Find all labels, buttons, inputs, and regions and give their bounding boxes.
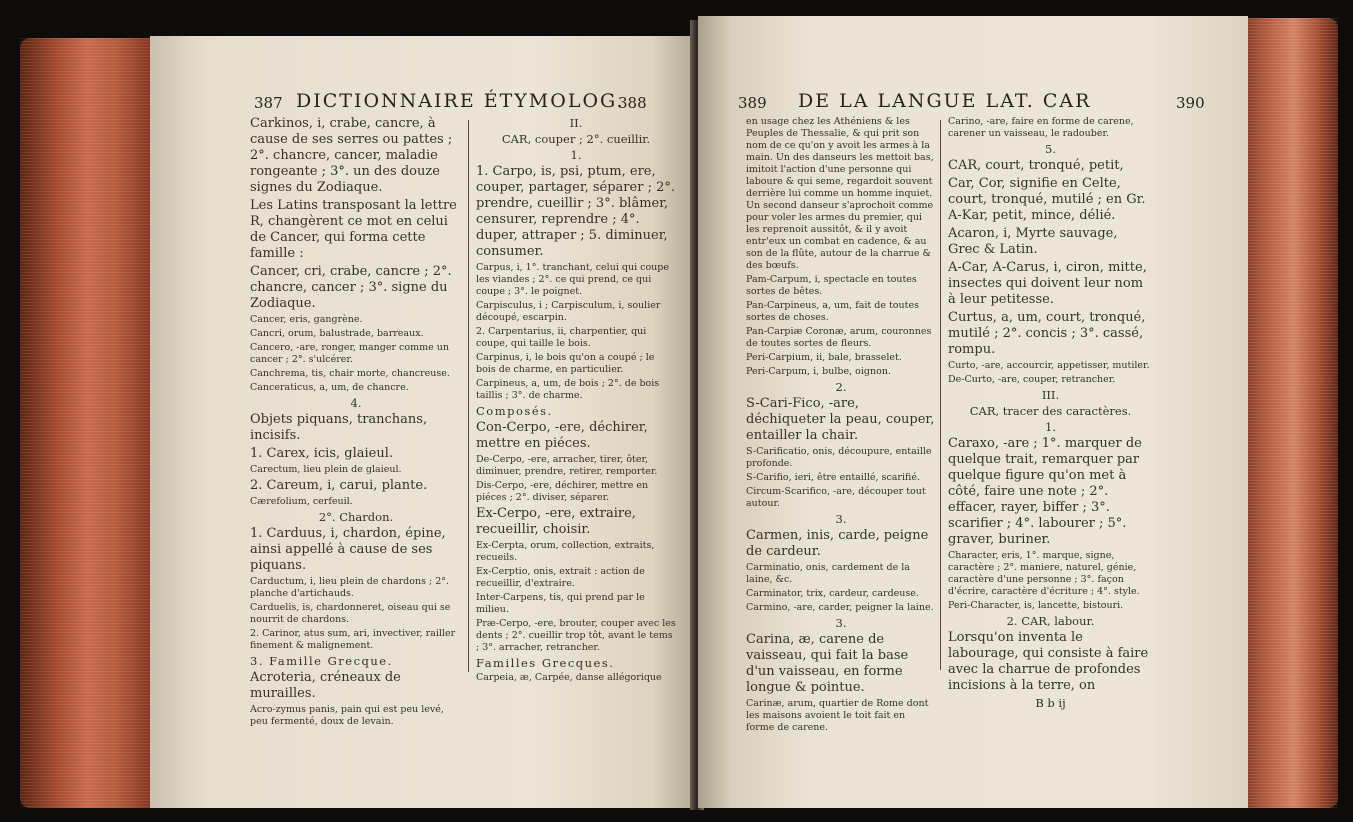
running-head-right: DE LA LANGUE LAT. CAR	[798, 90, 1092, 112]
entry-paragraph: 3.	[835, 512, 847, 526]
entry-paragraph: 3.	[835, 616, 847, 630]
entry-paragraph: Carpus, i, 1°. tranchant, celui qui coupe les viandes ; 2°. ce qui prend, ce qui coupe ; 3°. le poignet.	[476, 262, 669, 297]
entry-paragraph: S-Carificatio, onis, découpure, entaille profonde.	[746, 446, 932, 469]
entry-paragraph: De-Curto, -are, couper, retrancher.	[948, 374, 1116, 385]
entry-paragraph: Carminator, trix, cardeur, cardeuse.	[746, 588, 919, 599]
page-number-388: 388	[618, 94, 647, 112]
column-rule	[468, 120, 469, 672]
entry-paragraph: Pan-Carpineus, a, um, fait de toutes sortes de choses.	[746, 300, 919, 323]
entry-paragraph: 2°. Chardon.	[318, 510, 394, 524]
entry-paragraph: 1.	[1045, 420, 1056, 434]
right-page	[698, 16, 1248, 808]
entry-paragraph: Ex-Cerptio, onis, extrait : action de recueillir, d'extraire.	[476, 566, 645, 589]
entry-paragraph: 2.	[835, 380, 847, 394]
entry-paragraph: S-Carifio, ieri, être entaillé, scarifié.	[746, 472, 920, 483]
entry-paragraph: 1. Carduus, i, chardon, épine, ainsi appellé à cause de ses piquans.	[250, 526, 446, 573]
page-number-389: 389	[738, 94, 767, 112]
entry-paragraph: Carpinus, i, le bois qu'on a coupé ; le bois de charme, en particulier.	[476, 352, 655, 375]
entry-paragraph: Curtus, a, um, court, tronqué, mutilé ; 2°. concis ; 3°. cassé, rompu.	[948, 310, 1146, 357]
left-page-column-1	[250, 116, 462, 730]
entry-paragraph: Curto, -are, accourcir, appetisser, mutiler.	[948, 360, 1150, 371]
entry-paragraph: 2. Carinor, atus sum, ari, invectiver, railler finement & malignement.	[250, 628, 456, 651]
left-page	[150, 36, 695, 808]
entry-paragraph: Cancero, -are, ronger, manger comme un cancer ; 2°. s'ulcérer.	[250, 342, 449, 365]
entry-paragraph: Peri-Character, is, lancette, bistouri.	[948, 600, 1124, 611]
entry-paragraph: Ex-Cerpta, orum, collection, extraits, recueils.	[476, 540, 655, 563]
entry-paragraph: Præ-Cerpo, -ere, brouter, couper avec les dents ; 2°. cueillir trop tôt, avant le tems ; 3°. arracher, retrancher.	[476, 618, 676, 653]
entry-paragraph: 2. CAR, labour.	[1006, 614, 1095, 628]
entry-paragraph: Caraxo, -are ; 1°. marquer de quelque trait, remarquer par quelque figure qu'on met à côté, faire une note ; 2°. effacer, rayer, biffer ; 3°. scarifier ; 4°. labourer ; 5°. graver, buriner.	[948, 436, 1142, 547]
entry-paragraph: Carpeia, æ, Carpée, danse allégorique	[476, 672, 662, 683]
entry-paragraph: Acaron, i, Myrte sauvage, Grec & Latin.	[948, 226, 1118, 257]
entry-paragraph: Acroteria, créneaux de murailles.	[250, 670, 401, 701]
entry-paragraph: Acro-zymus panis, pain qui est peu levé, peu fermenté, doux de levain.	[250, 704, 444, 727]
right-page-column-1	[746, 116, 936, 736]
left-page-column-2	[476, 116, 676, 686]
entry-paragraph: Cærefolium, cerfeuil.	[250, 496, 353, 507]
entry-paragraph: Carmino, -are, carder, peigner la laine.	[746, 602, 934, 613]
entry-paragraph: Carpineus, a, um, de bois ; 2°. de bois taillis ; 3°. de charme.	[476, 378, 660, 401]
entry-paragraph: 1.	[570, 148, 582, 162]
entry-paragraph: Circum-Scarifico, -are, découper tout autour.	[746, 486, 926, 509]
entry-paragraph: 3. Famille Grecque.	[250, 654, 393, 668]
entry-paragraph: Peri-Carpum, i, bulbe, oignon.	[746, 366, 891, 377]
entry-paragraph: Carino, -are, faire en forme de carene, carener un vaisseau, le radouber.	[948, 116, 1134, 139]
entry-paragraph: CAR, tracer des caractères.	[969, 404, 1132, 418]
entry-paragraph: Ex-Cerpo, -ere, extraire, recueillir, choisir.	[476, 506, 636, 537]
entry-paragraph: 1. Carpo, is, psi, ptum, ere, couper, partager, séparer ; 2°. prendre, cueillir ; 3°. blâmer, censurer, reprendre ; 4°. duper, attraper ; 5. diminuer, consumer.	[476, 164, 675, 259]
entry-paragraph: S-Cari-Fico, -are, déchiqueter la peau, couper, entailler la chair.	[746, 396, 935, 443]
entry-paragraph: Character, eris, 1°. marque, signe, caractère ; 2°. maniere, naturel, génie, caractère d'une personne ; 3°. façon d'écrire, caractère d'écriture ; 4°. style.	[948, 550, 1140, 597]
entry-paragraph: Cancer, eris, gangrène.	[250, 314, 363, 325]
column-rule	[940, 120, 941, 670]
entry-paragraph: Cancer, cri, crabe, cancre ; 2°. chancre, cancer ; 3°. signe du Zodiaque.	[250, 264, 452, 311]
entry-paragraph: Peri-Carpium, ii, bale, brasselet.	[746, 352, 902, 363]
entry-paragraph: B b ij	[1035, 696, 1066, 710]
entry-paragraph: en usage chez les Athéniens & les Peuples de Thessalie, & qui prit son nom de ce qu'on y avoit les armes à la main. Un des danseurs les mettoit bas, imitoit l'action d'une personne qui laboure & qui seme, regardoit souvent derrière lui comme un homme inquiet. Un second danseur s'aprochoit comme pour voler les armes du premier, qui les reprenoit aussitôt, & il y avoit entr'eux un combat en cadence, & au son de la flûte, autour de la charrue & des bœufs.	[746, 116, 934, 271]
right-page-column-2	[948, 116, 1153, 712]
entry-paragraph: Carinæ, arum, quartier de Rome dont les maisons avoient le toit fait en forme de carene.	[746, 698, 929, 733]
entry-paragraph: Car, Cor, signifie en Celte, court, tronqué, mutilé ; en Gr. A-Kar, petit, mince, délié.	[948, 176, 1146, 223]
entry-paragraph: A-Car, A-Carus, i, ciron, mitte, insectes qui doivent leur nom à leur petitesse.	[948, 260, 1147, 307]
entry-paragraph: Les Latins transposant la lettre R, changèrent ce mot en celui de Cancer, qui forma cette famille :	[250, 198, 457, 261]
entry-paragraph: Carkinos, i, crabe, cancre, à cause de ses serres ou pattes ; 2°. chancre, cancer, maladie rongeante ; 3°. un des douze signes du Zodiaque.	[250, 116, 453, 195]
entry-paragraph: Pam-Carpum, i, spectacle en toutes sortes de bêtes.	[746, 274, 917, 297]
entry-paragraph: Carminatio, onis, cardement de la laine, &c.	[746, 562, 910, 585]
entry-paragraph: II.	[569, 116, 583, 130]
entry-paragraph: Carmen, inis, carde, peigne de cardeur.	[746, 528, 929, 559]
entry-paragraph: 2. Carpentarius, ii, charpentier, qui coupe, qui taille le bois.	[476, 326, 647, 349]
entry-paragraph: III.	[1041, 388, 1060, 402]
entry-paragraph: 2. Careum, i, carui, plante.	[250, 478, 428, 493]
entry-paragraph: 5.	[1045, 142, 1056, 156]
entry-paragraph: Objets piquans, tranchans, incisifs.	[250, 412, 428, 443]
entry-paragraph: 4.	[350, 396, 362, 410]
entry-paragraph: Carina, æ, carene de vaisseau, qui fait la base d'un vaisseau, en forme longue & pointue.	[746, 632, 909, 695]
entry-paragraph: CAR, couper ; 2°. cueillir.	[501, 132, 651, 146]
entry-paragraph: 1. Carex, icis, glaieul.	[250, 446, 394, 461]
page-number-387: 387	[254, 94, 283, 112]
entry-paragraph: Carectum, lieu plein de glaieul.	[250, 464, 402, 475]
entry-paragraph: CAR, court, tronqué, petit,	[948, 158, 1124, 173]
entry-paragraph: Dis-Cerpo, -ere, déchirer, mettre en piéces ; 2°. diviser, séparer.	[476, 480, 649, 503]
entry-paragraph: Cancri, orum, balustrade, barreaux.	[250, 328, 424, 339]
entry-paragraph: Carpisculus, i ; Carpisculum, i, soulier découpé, escarpin.	[476, 300, 661, 323]
book-fore-edge-left	[20, 38, 168, 808]
entry-paragraph: Carductum, i, lieu plein de chardons ; 2°. planche d'artichauds.	[250, 576, 450, 599]
page-number-390: 390	[1176, 94, 1205, 112]
entry-paragraph: Composés.	[476, 404, 553, 418]
entry-paragraph: Inter-Carpens, tis, qui prend par le milieu.	[476, 592, 645, 615]
book-fore-edge-right	[1240, 18, 1338, 808]
entry-paragraph: Canchrema, tis, chair morte, chancreuse.	[250, 368, 450, 379]
entry-paragraph: Canceraticus, a, um, de chancre.	[250, 382, 409, 393]
entry-paragraph: De-Cerpo, -ere, arracher, tirer, ôter, diminuer, prendre, retirer, remporter.	[476, 454, 658, 477]
entry-paragraph: Pan-Carpiæ Coronæ, arum, couronnes de toutes sortes de fleurs.	[746, 326, 932, 349]
entry-paragraph: Con-Cerpo, -ere, déchirer, mettre en piéces.	[476, 420, 648, 451]
entry-paragraph: Familles Grecques.	[476, 656, 615, 670]
running-head-left: DICTIONNAIRE ÉTYMOLOG.	[296, 90, 625, 112]
entry-paragraph: Carduelis, is, chardonneret, oiseau qui se nourrit de chardons.	[250, 602, 451, 625]
entry-paragraph: Lorsqu'on inventa le labourage, qui consiste à faire avec la charrue de profondes incisions à la terre, on	[948, 630, 1149, 693]
